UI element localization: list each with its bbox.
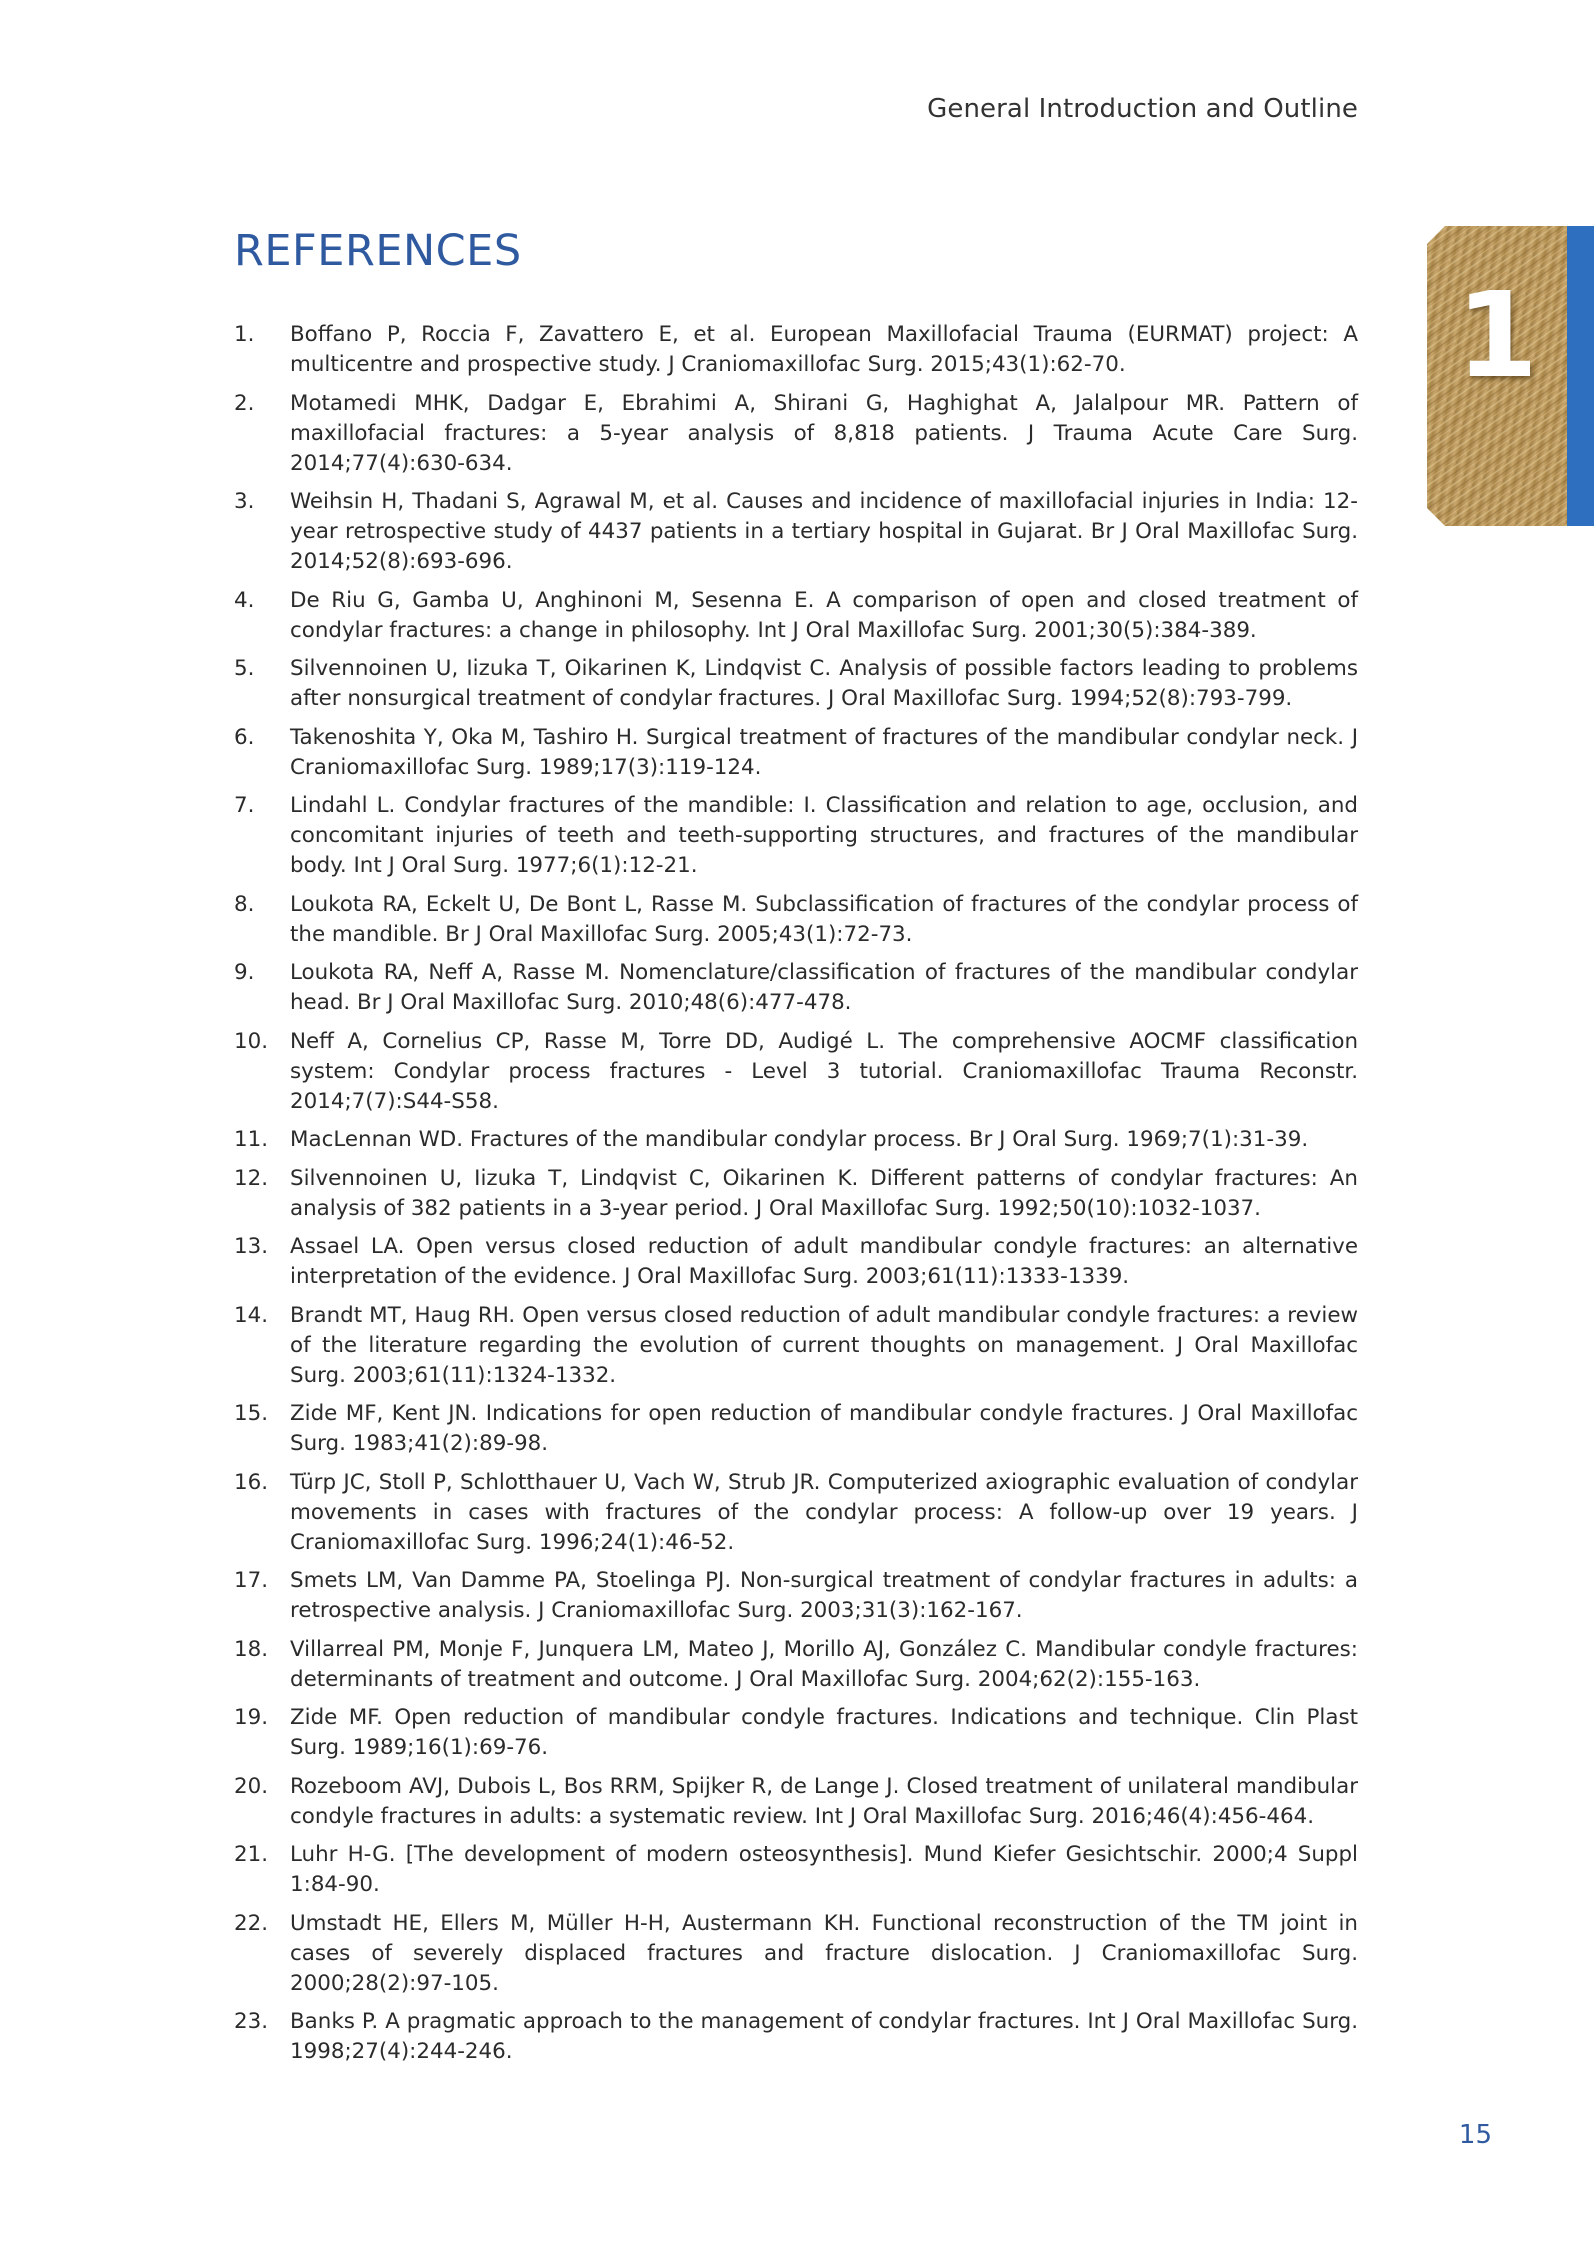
- reference-number: 17.: [234, 1568, 269, 1593]
- reference-text: De Riu G, Gamba U, Anghinoni M, Sesenna E. A comparison of open and closed treatment of condylar fractures: a change in philosophy. Int J Oral Maxillofac Surg. 2001;30(5):384-389.: [290, 587, 1358, 643]
- reference-text: Weihsin H, Thadani S, Agrawal M, et al. Causes and incidence of maxillofacial injuries in India: 12-year retrospective study of 4437 patients in a tertiary hospital in Gujarat. Br J Oral Maxillofac Surg. 2014;52(8):693-696.: [290, 489, 1358, 574]
- reference-item: [234, 1232, 1358, 1292]
- reference-item: [234, 1635, 1358, 1695]
- running-header: General Introduction and Outline: [927, 94, 1358, 124]
- reference-text: MacLennan WD. Fractures of the mandibular condylar process. Br J Oral Surg. 1969;7(1):31-39.: [290, 1127, 1309, 1152]
- reference-item: [234, 487, 1358, 577]
- reference-text: Silvennoinen U, Iizuka T, Lindqvist C, Oikarinen K. Different patterns of condylar fractures: An analysis of 382 patients in a 3-year period. J Oral Maxillofac Surg. 1992;50(10):1032-1037.: [290, 1165, 1358, 1221]
- reference-item: [234, 2007, 1358, 2067]
- reference-item: [234, 654, 1358, 714]
- reference-text: Zide MF. Open reduction of mandibular condyle fractures. Indications and technique. Clin Plast Surg. 1989;16(1):69-76.: [290, 1705, 1358, 1760]
- reference-text: Neff A, Cornelius CP, Rasse M, Torre DD, Audigé L. The comprehensive AOCMF classification system: Condylar process fractures - Level 3 tutorial. Craniomaxillofac Trauma Reconstr. 2014;7(7):S44-S58.: [290, 1028, 1358, 1114]
- reference-number: 2.: [234, 390, 255, 416]
- reference-list: [234, 320, 1358, 2076]
- reference-item: [234, 958, 1358, 1018]
- reference-item: [234, 1301, 1358, 1391]
- reference-item: [234, 1909, 1358, 1999]
- reference-item: [234, 389, 1358, 479]
- reference-number: 19.: [234, 1705, 269, 1730]
- reference-text: Silvennoinen U, Iizuka T, Oikarinen K, Lindqvist C. Analysis of possible factors leading to problems after nonsurgical treatment of condylar fractures. J Oral Maxillofac Surg. 1994;52(8):793-799.: [290, 656, 1358, 711]
- reference-item: [234, 791, 1358, 881]
- reference-number: 14.: [234, 1302, 269, 1328]
- reference-item: [234, 1703, 1358, 1763]
- reference-text: Villarreal PM, Monje F, Junquera LM, Mateo J, Morillo AJ, González C. Mandibular condyle fractures: determinants of treatment and outcome. J Oral Maxillofac Surg. 2004;62(2):155-163.: [290, 1636, 1358, 1692]
- reference-text: Banks P. A pragmatic approach to the management of condylar fractures. Int J Oral Maxillofac Surg. 1998;27(4):244-246.: [290, 2009, 1358, 2064]
- reference-text: Motamedi MHK, Dadgar E, Ebrahimi A, Shirani G, Haghighat A, Jalalpour MR. Pattern of maxillofacial fractures: a 5-year analysis of 8,818 patients. J Trauma Acute Care Surg. 2014;77(4):630-634.: [290, 390, 1358, 476]
- reference-number: 10.: [234, 1028, 269, 1054]
- reference-number: 1.: [234, 322, 255, 347]
- reference-item: [234, 1164, 1358, 1224]
- reference-text: Zide MF, Kent JN. Indications for open reduction of mandibular condyle fractures. J Oral Maxillofac Surg. 1983;41(2):89-98.: [290, 1401, 1358, 1456]
- reference-item: [234, 1772, 1358, 1832]
- reference-number: 6.: [234, 724, 255, 750]
- reference-text: Takenoshita Y, Oka M, Tashiro H. Surgical treatment of fractures of the mandibular condylar neck. J Craniomaxillofac Surg. 1989;17(3):119-124.: [290, 724, 1358, 780]
- reference-item: [234, 1027, 1358, 1117]
- reference-number: 18.: [234, 1636, 269, 1662]
- reference-number: 3.: [234, 489, 255, 514]
- reference-item: [234, 586, 1358, 646]
- reference-text: Rozeboom AVJ, Dubois L, Bos RRM, Spijker R, de Lange J. Closed treatment of unilateral mandibular condyle fractures in adults: a systematic review. Int J Oral Maxillofac Surg. 2016;46(4):456-464.: [290, 1773, 1358, 1829]
- reference-text: Lindahl L. Condylar fractures of the mandible: I. Classification and relation to age, occlusion, and concomitant injuries of teeth and teeth-supporting structures, and fractures of the mandibular body. Int J Oral Surg. 1977;6(1):12-21.: [290, 793, 1358, 878]
- reference-text: Türp JC, Stoll P, Schlotthauer U, Vach W, Strub JR. Computerized axiographic evaluation of condylar movements in cases with fractures of the condylar process: A follow-up over 19 years. J Craniomaxillofac Surg. 1996;24(1):46-52.: [290, 1469, 1358, 1555]
- reference-item: [234, 723, 1358, 783]
- chapter-number: 1: [1455, 266, 1539, 404]
- reference-item: [234, 1399, 1358, 1459]
- reference-item: [234, 320, 1358, 380]
- reference-text: Boffano P, Roccia F, Zavattero E, et al. European Maxillofacial Trauma (EURMAT) project: A multicentre and prospective study. J Craniomaxillofac Surg. 2015;43(1):62-70.: [290, 322, 1358, 377]
- reference-number: 4.: [234, 587, 255, 613]
- reference-number: 7.: [234, 793, 255, 818]
- reference-text: Umstadt HE, Ellers M, Müller H-H, Austermann KH. Functional reconstruction of the TM joint in cases of severely displaced fractures and fracture dislocation. J Craniomaxillofac Surg. 2000;28(2):97-105.: [290, 1910, 1358, 1996]
- reference-number: 20.: [234, 1773, 269, 1799]
- reference-number: 12.: [234, 1165, 269, 1191]
- reference-item: [234, 1840, 1358, 1900]
- reference-number: 8.: [234, 891, 255, 917]
- reference-item: [234, 1125, 1358, 1155]
- reference-text: Loukota RA, Eckelt U, De Bont L, Rasse M. Subclassification of fractures of the condylar process of the mandible. Br J Oral Maxillofac Surg. 2005;43(1):72-73.: [290, 891, 1358, 947]
- reference-number: 16.: [234, 1469, 269, 1495]
- reference-item: [234, 1566, 1358, 1626]
- reference-number: 5.: [234, 656, 255, 681]
- reference-number: 13.: [234, 1234, 269, 1259]
- reference-text: Loukota RA, Neff A, Rasse M. Nomenclature/classification of fractures of the mandibular condylar head. Br J Oral Maxillofac Surg. 2010;48(6):477-478.: [290, 960, 1358, 1015]
- reference-item: [234, 1468, 1358, 1558]
- reference-text: Luhr H-G. [The development of modern osteosynthesis]. Mund Kiefer Gesichtschir. 2000;4 Suppl 1:84-90.: [290, 1842, 1358, 1897]
- reference-text: Brandt MT, Haug RH. Open versus closed reduction of adult mandibular condyle fractures: a review of the literature regarding the evolution of current thoughts on management. J Oral Maxillofac Surg. 2003;61(11):1324-1332.: [290, 1302, 1358, 1388]
- reference-number: 11.: [234, 1127, 269, 1152]
- reference-number: 15.: [234, 1401, 269, 1426]
- reference-text: Smets LM, Van Damme PA, Stoelinga PJ. Non-surgical treatment of condylar fractures in adults: a retrospective analysis. J Craniomaxillofac Surg. 2003;31(3):162-167.: [290, 1568, 1358, 1623]
- reference-text: Assael LA. Open versus closed reduction of adult mandibular condyle fractures: an alternative interpretation of the evidence. J Oral Maxillofac Surg. 2003;61(11):1333-1339.: [290, 1234, 1358, 1289]
- section-title: REFERENCES: [234, 226, 522, 276]
- page-number: 15: [1458, 2120, 1492, 2150]
- reference-number: 22.: [234, 1910, 269, 1936]
- reference-number: 21.: [234, 1842, 269, 1867]
- reference-number: 23.: [234, 2009, 269, 2034]
- reference-number: 9.: [234, 960, 255, 985]
- reference-item: [234, 890, 1358, 950]
- chapter-tab: [1427, 226, 1594, 526]
